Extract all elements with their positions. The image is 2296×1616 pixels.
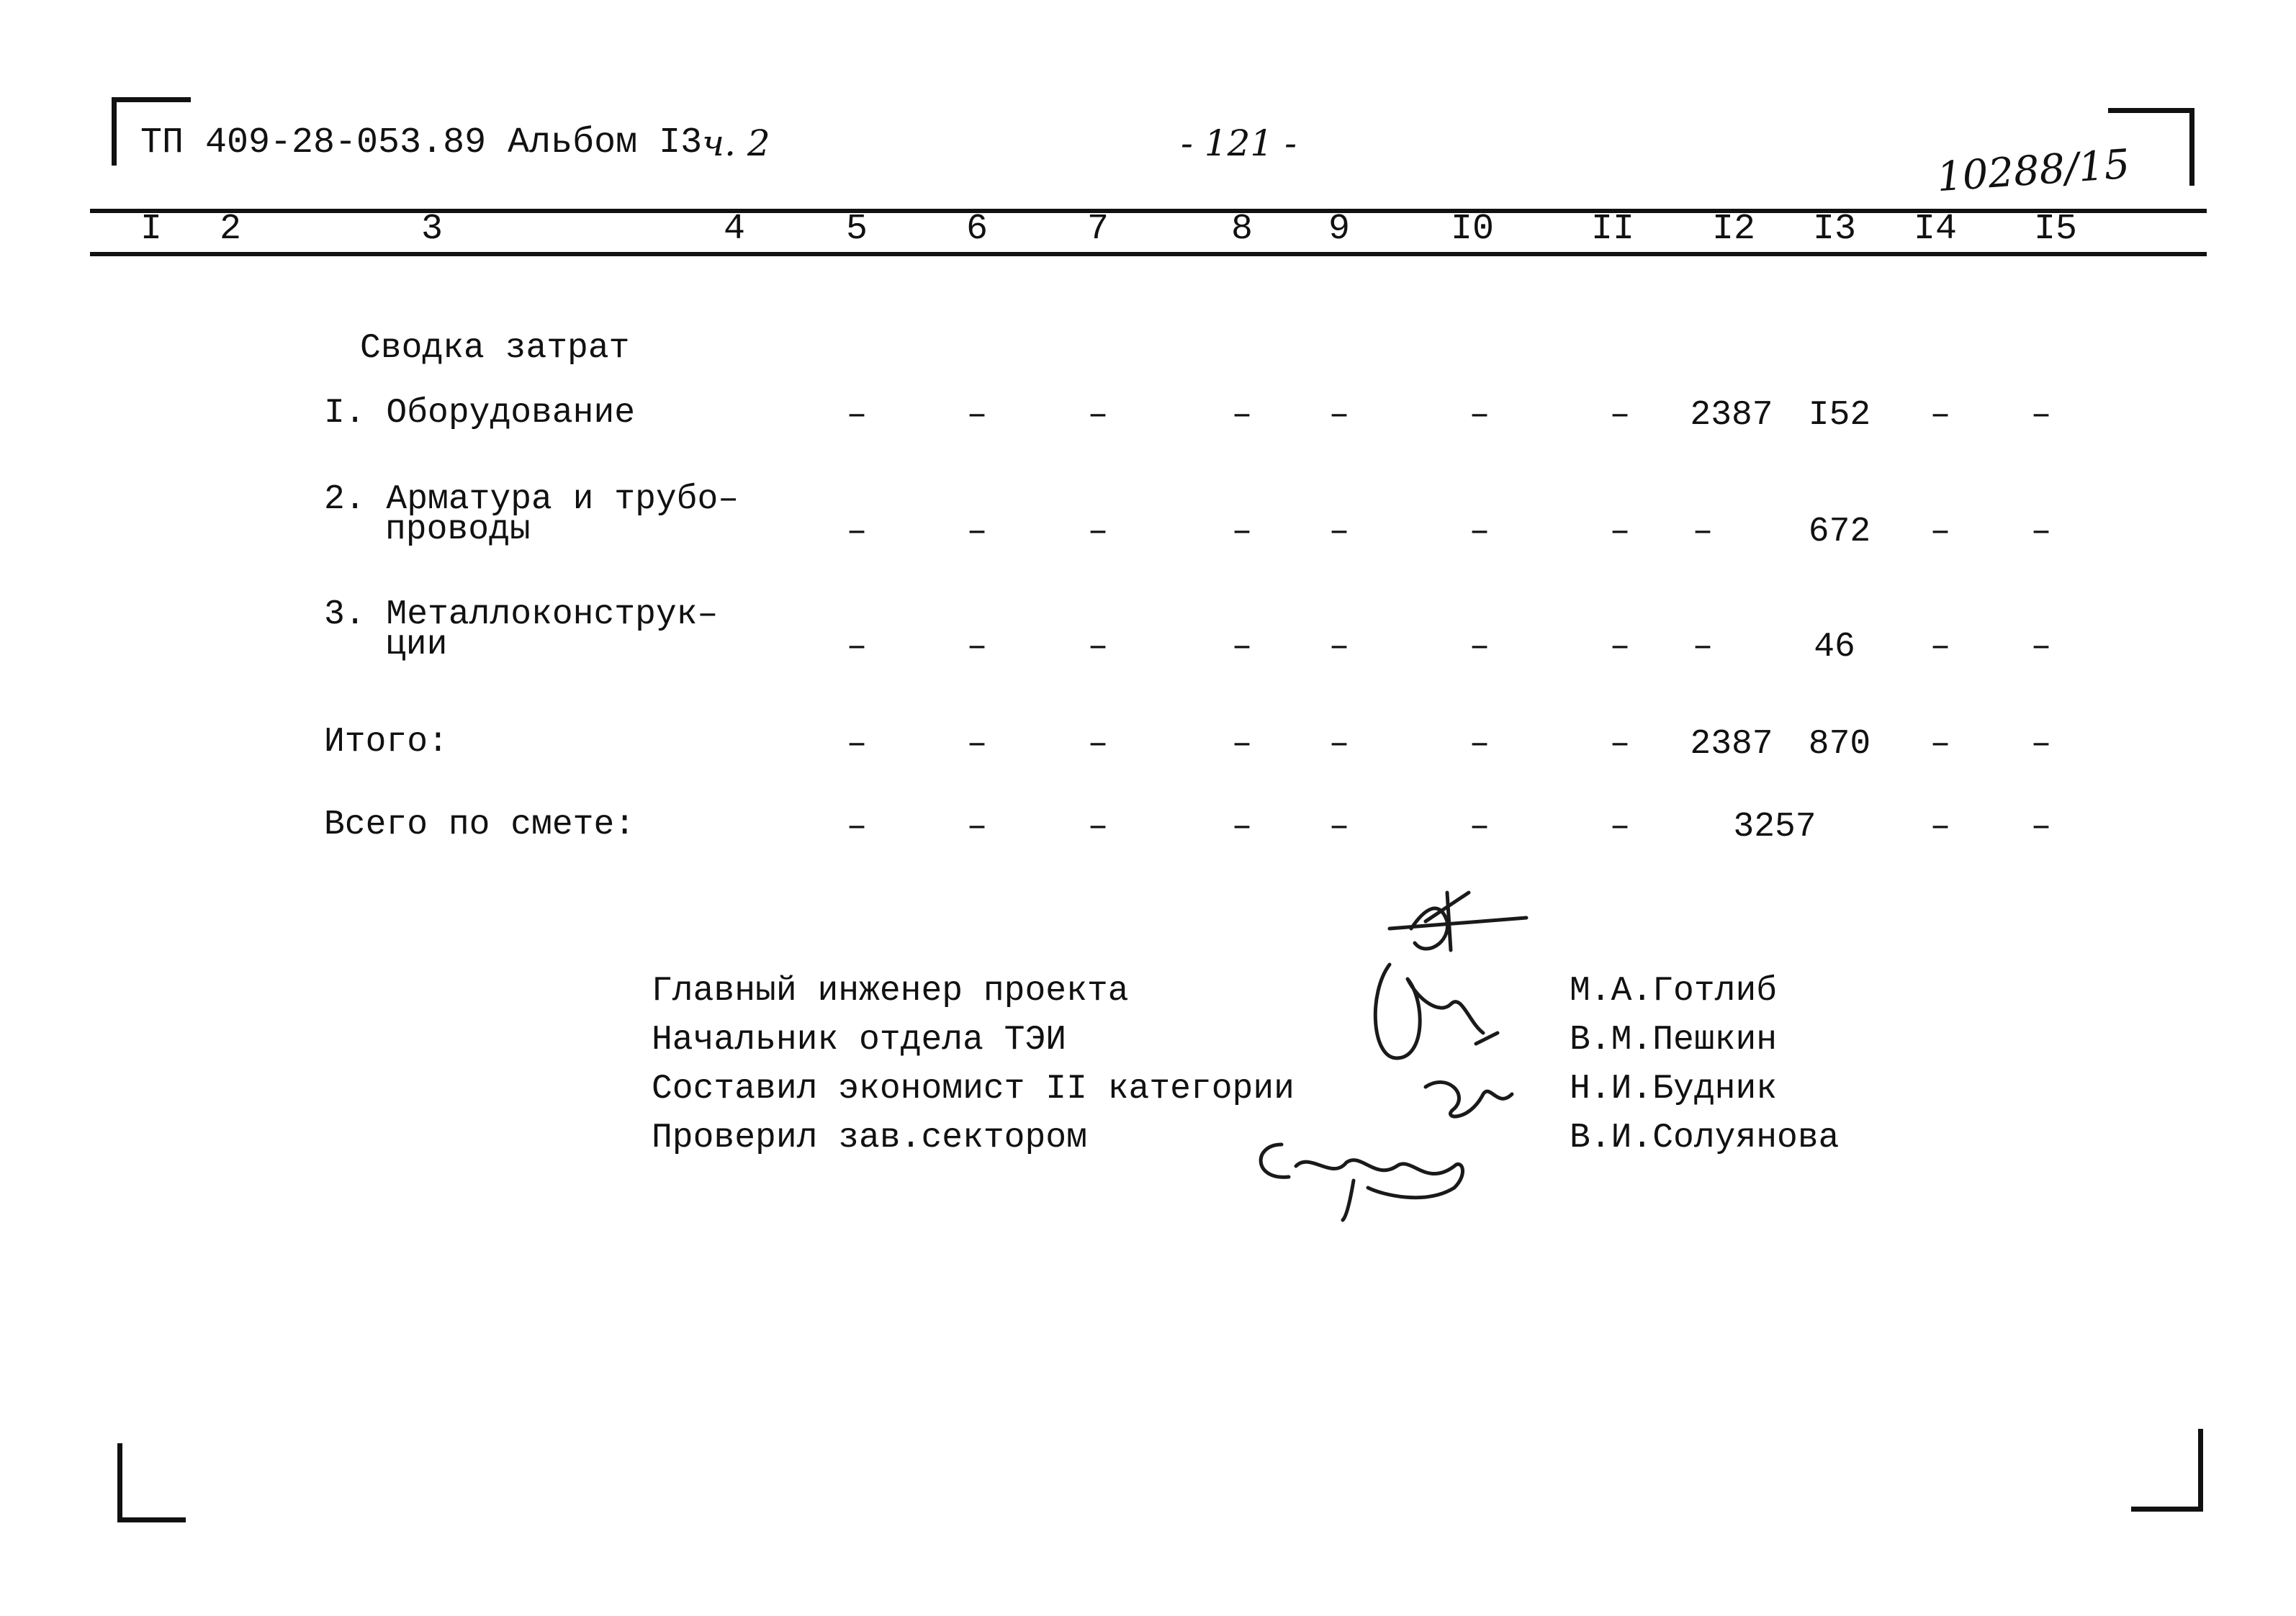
table-cell: – — [966, 628, 988, 667]
corner-mark-top-right-v — [2189, 108, 2194, 186]
table-cell-merged: 3257 — [1733, 808, 1816, 847]
table-cell: – — [2030, 725, 2052, 764]
table-cell: – — [1930, 628, 1951, 667]
table-cell: – — [2030, 396, 2052, 435]
table-cell: – — [1469, 396, 1490, 435]
signatory-name: Н.И.Будник — [1570, 1070, 1778, 1109]
table-cell: – — [1231, 628, 1253, 667]
table-cell: – — [1469, 628, 1490, 667]
table-cell: 2387 — [1690, 396, 1773, 435]
table-cell: – — [1087, 808, 1109, 847]
column-number: I5 — [2033, 209, 2078, 250]
corner-mark-top-left-h — [112, 97, 191, 102]
table-cell: – — [2030, 808, 2052, 847]
table-cell: – — [1609, 808, 1631, 847]
row-label: 2. Арматура и трубо– — [324, 480, 739, 519]
table-cell: – — [846, 396, 868, 435]
table-cell: – — [1328, 513, 1350, 551]
header-rule-bottom — [90, 252, 2207, 256]
table-cell: – — [1692, 513, 1714, 551]
table-cell: – — [1328, 396, 1350, 435]
column-number: 2 — [219, 209, 242, 250]
table-cell: – — [1609, 725, 1631, 764]
table-cell: – — [966, 725, 988, 764]
table-cell: – — [1087, 725, 1109, 764]
registry-number: 10288/15 — [1935, 140, 2132, 202]
table-cell: – — [1328, 808, 1350, 847]
column-number: II — [1590, 209, 1635, 250]
table-cell: – — [2030, 513, 2052, 551]
corner-mark-bottom-left-v — [117, 1443, 122, 1522]
row-label: 3. Металлоконструк– — [324, 595, 719, 634]
corner-mark-top-left-v — [112, 97, 117, 166]
table-cell: – — [1930, 513, 1951, 551]
column-number: I3 — [1812, 209, 1857, 250]
row-label: Всего по смете: — [324, 805, 636, 844]
table-cell: – — [966, 808, 988, 847]
column-number: I — [140, 209, 163, 250]
corner-mark-top-right-h — [2108, 108, 2194, 113]
document-code: ТП 409-28-053.89 Альбом I3 — [140, 122, 703, 163]
table-cell: – — [1469, 808, 1490, 847]
column-number: 3 — [420, 209, 444, 250]
column-number: 8 — [1230, 209, 1253, 250]
row-label-continuation: ции — [385, 626, 448, 664]
table-cell: – — [1231, 725, 1253, 764]
signatory-role: Составил экономист II категории — [652, 1070, 1295, 1109]
table-cell: – — [1231, 808, 1253, 847]
row-label-continuation: проводы — [385, 510, 531, 549]
signatory-name: М.А.Готлиб — [1570, 972, 1778, 1011]
table-cell: 2387 — [1690, 725, 1773, 764]
table-cell: – — [1692, 628, 1714, 667]
table-cell: – — [1930, 396, 1951, 435]
column-number: I4 — [1913, 209, 1958, 250]
table-cell: – — [1469, 725, 1490, 764]
column-number: 5 — [845, 209, 868, 250]
header-rule-top — [90, 209, 2207, 213]
summary-title: Сводка затрат — [360, 329, 630, 368]
table-cell: I52 — [1808, 396, 1871, 435]
corner-mark-bottom-right-v — [2198, 1429, 2203, 1512]
table-cell: – — [966, 513, 988, 551]
table-cell: – — [1231, 513, 1253, 551]
table-cell: – — [1231, 396, 1253, 435]
handwritten-signatures — [1210, 878, 1584, 1224]
column-number: 9 — [1328, 209, 1351, 250]
signatory-name: В.М.Пешкин — [1570, 1021, 1778, 1060]
table-cell: – — [1930, 808, 1951, 847]
table-cell: – — [1087, 396, 1109, 435]
column-number: I2 — [1711, 209, 1756, 250]
table-cell: – — [1087, 513, 1109, 551]
table-cell: – — [2030, 628, 2052, 667]
table-cell: – — [846, 808, 868, 847]
table-cell: – — [846, 628, 868, 667]
column-number: I0 — [1450, 209, 1495, 250]
table-cell: – — [1609, 513, 1631, 551]
signatory-name: В.И.Солуянова — [1570, 1119, 1840, 1157]
row-label: Итого: — [324, 723, 449, 762]
table-cell: – — [1469, 513, 1490, 551]
signatory-role: Начальник отдела ТЭИ — [652, 1021, 1067, 1060]
table-cell: – — [846, 725, 868, 764]
table-cell: – — [1087, 628, 1109, 667]
column-number: 7 — [1086, 209, 1109, 250]
table-cell: – — [1328, 725, 1350, 764]
column-number: 4 — [723, 209, 746, 250]
table-cell: – — [1328, 628, 1350, 667]
table-cell: – — [966, 396, 988, 435]
page-number: - 121 - — [1181, 122, 1297, 164]
table-cell: – — [1609, 396, 1631, 435]
column-number: 6 — [965, 209, 989, 250]
corner-mark-bottom-right-h — [2131, 1507, 2203, 1512]
table-cell: – — [1930, 725, 1951, 764]
table-cell: 870 — [1808, 725, 1871, 764]
table-cell: – — [1609, 628, 1631, 667]
signatory-role: Главный инженер проекта — [652, 972, 1129, 1011]
table-cell: 46 — [1814, 628, 1855, 667]
table-cell: – — [846, 513, 868, 551]
album-part: ч. 2 — [702, 122, 770, 164]
table-cell: 672 — [1808, 513, 1871, 551]
row-label: I. Оборудование — [324, 394, 636, 433]
signatory-role: Проверил зав.сектором — [652, 1119, 1087, 1157]
corner-mark-bottom-left-h — [117, 1517, 186, 1522]
